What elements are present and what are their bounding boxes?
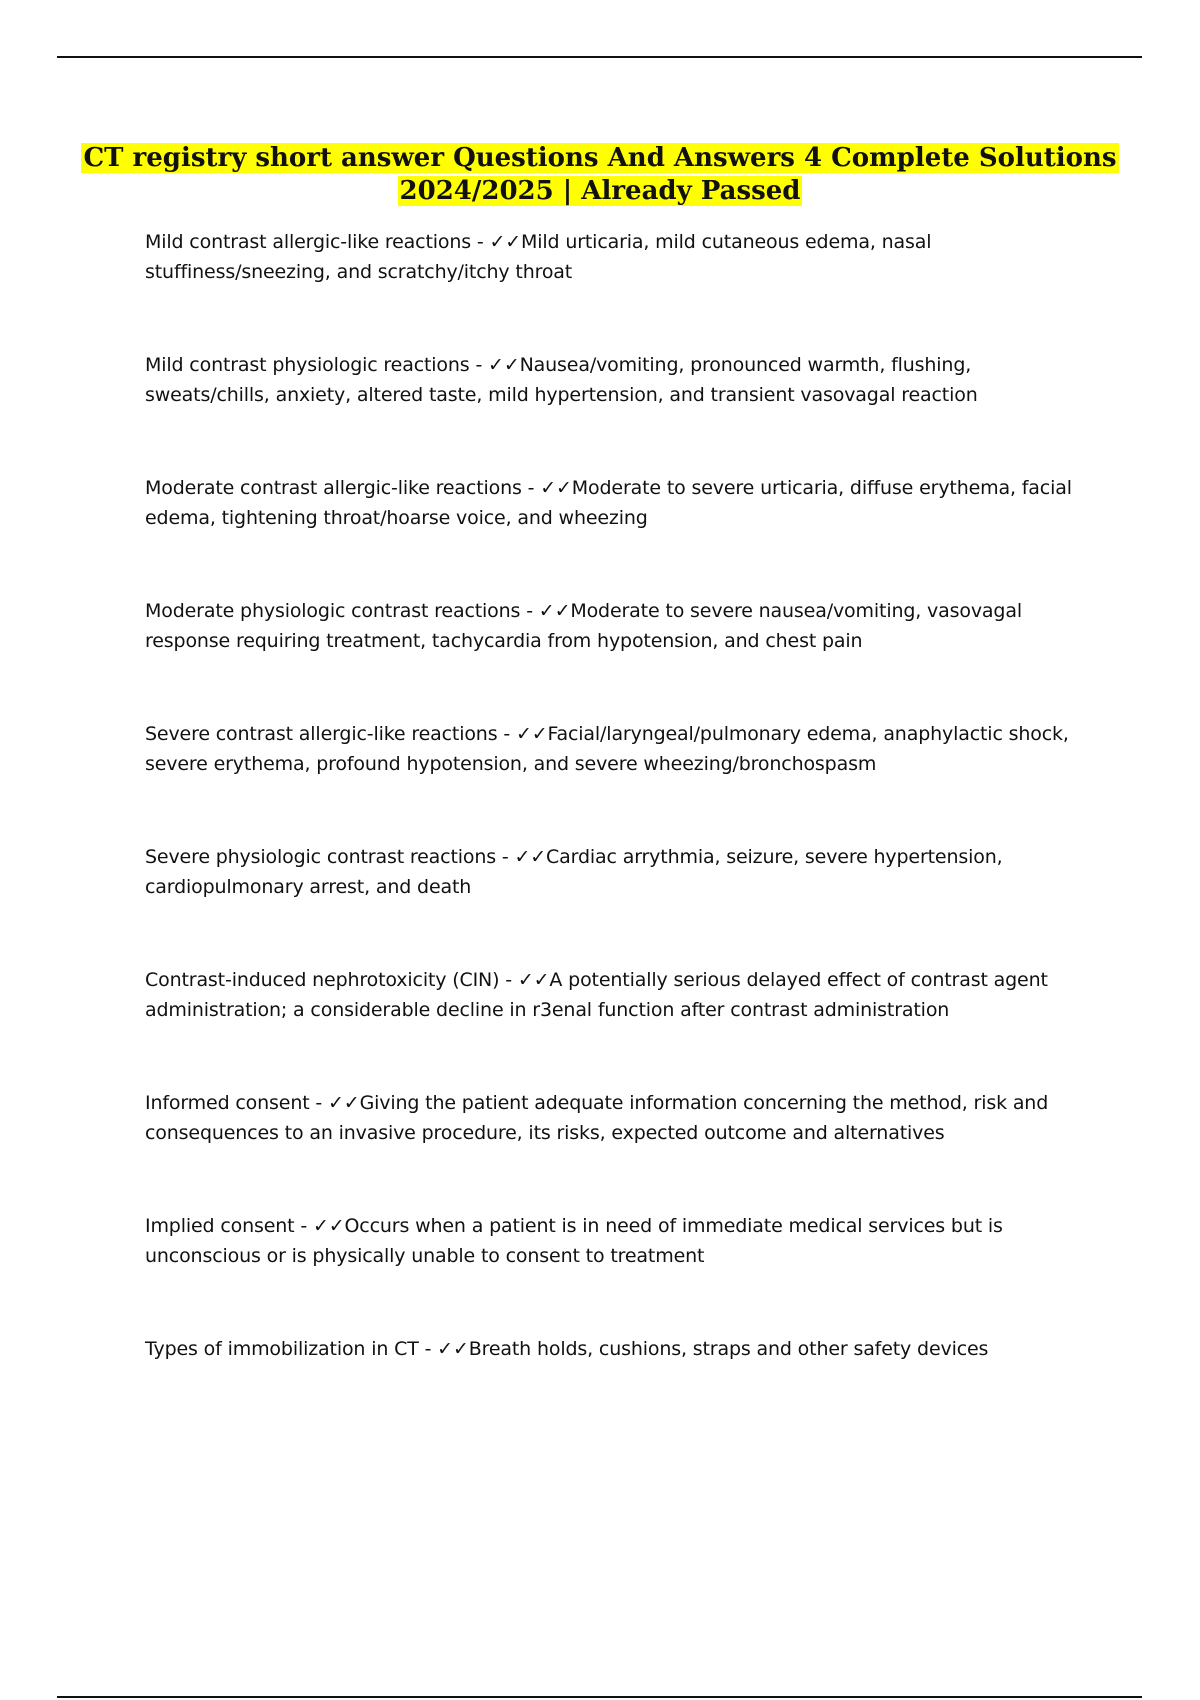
check-separator: - ✓✓: [520, 600, 571, 622]
title-line-1: CT registry short answer Questions And Answers 4 Complete Solutions: [83, 143, 1117, 173]
qa-term: Implied consent: [145, 1215, 295, 1237]
check-separator: - ✓✓: [294, 1215, 345, 1237]
check-separator: - ✓✓: [497, 723, 548, 745]
qa-term: Mild contrast allergic-like reactions: [145, 231, 471, 253]
qa-answer: Facial/laryngeal/pulmonary edema, anaphylactic shock, severe erythema, profound hypotension, and severe wheezing/bronchospasm: [145, 723, 1069, 775]
qa-answer: Giving the patient adequate information concerning the method, risk and consequences to an invasive procedure, its risks, expected outcome and alternatives: [145, 1092, 1049, 1144]
qa-term: Contrast-induced nephrotoxicity (CIN): [145, 969, 500, 991]
title-line-2: 2024/2025 | Already Passed: [399, 176, 801, 206]
qa-term: Severe contrast allergic-like reactions: [145, 723, 498, 745]
qa-answer: Moderate to severe nausea/vomiting, vasovagal response requiring treatment, tachycardia from hypotension, and chest pain: [145, 600, 1022, 652]
qa-entry: [145, 473, 1095, 596]
qa-entry: [145, 719, 1095, 842]
qa-entry: [145, 1088, 1095, 1211]
qa-entry: [145, 965, 1095, 1088]
qa-term: Mild contrast physiologic reactions: [145, 354, 470, 376]
check-separator: - ✓✓: [471, 231, 522, 253]
qa-term: Moderate physiologic contrast reactions: [145, 600, 521, 622]
qa-entry: [145, 227, 1095, 350]
qa-term: Moderate contrast allergic-like reactions: [145, 477, 522, 499]
qa-term: Severe physiologic contrast reactions: [145, 846, 497, 868]
qa-entry: [145, 596, 1095, 719]
check-separator: - ✓✓: [521, 477, 572, 499]
check-separator: - ✓✓: [496, 846, 547, 868]
qa-answer: Cardiac arrythmia, seizure, severe hypertension, cardiopulmonary arrest, and death: [145, 846, 1003, 898]
check-separator: - ✓✓: [469, 354, 520, 376]
qa-term: Informed consent: [145, 1092, 310, 1114]
check-separator: - ✓✓: [309, 1092, 360, 1114]
qa-answer: Moderate to severe urticaria, diffuse erythema, facial edema, tightening throat/hoarse voice, and wheezing: [145, 477, 1072, 529]
check-separator: - ✓✓: [499, 969, 550, 991]
qa-answer: A potentially serious delayed effect of contrast agent administration; a considerable decline in r3enal function after contrast administration: [145, 969, 1048, 1021]
qa-list: [145, 227, 1095, 1457]
qa-answer: Breath holds, cushions, straps and other safety devices: [468, 1338, 989, 1360]
qa-entry: [145, 1211, 1095, 1334]
check-separator: - ✓✓: [418, 1338, 469, 1360]
page-title: [0, 142, 1200, 208]
bottom-rule: [57, 1696, 1142, 1698]
qa-answer: Nausea/vomiting, pronounced warmth, flushing, sweats/chills, anxiety, altered taste, mild hypertension, and transient vasovagal reaction: [145, 354, 978, 406]
qa-entry: [145, 350, 1095, 473]
qa-answer: Mild urticaria, mild cutaneous edema, nasal stuffiness/sneezing, and scratchy/itchy throat: [145, 231, 932, 283]
qa-term: Types of immobilization in CT: [145, 1338, 419, 1360]
qa-entry: [145, 842, 1095, 965]
qa-entry: [145, 1334, 1095, 1457]
qa-answer: Occurs when a patient is in need of immediate medical services but is unconscious or is physically unable to consent to treatment: [145, 1215, 1003, 1267]
top-rule: [57, 56, 1142, 58]
